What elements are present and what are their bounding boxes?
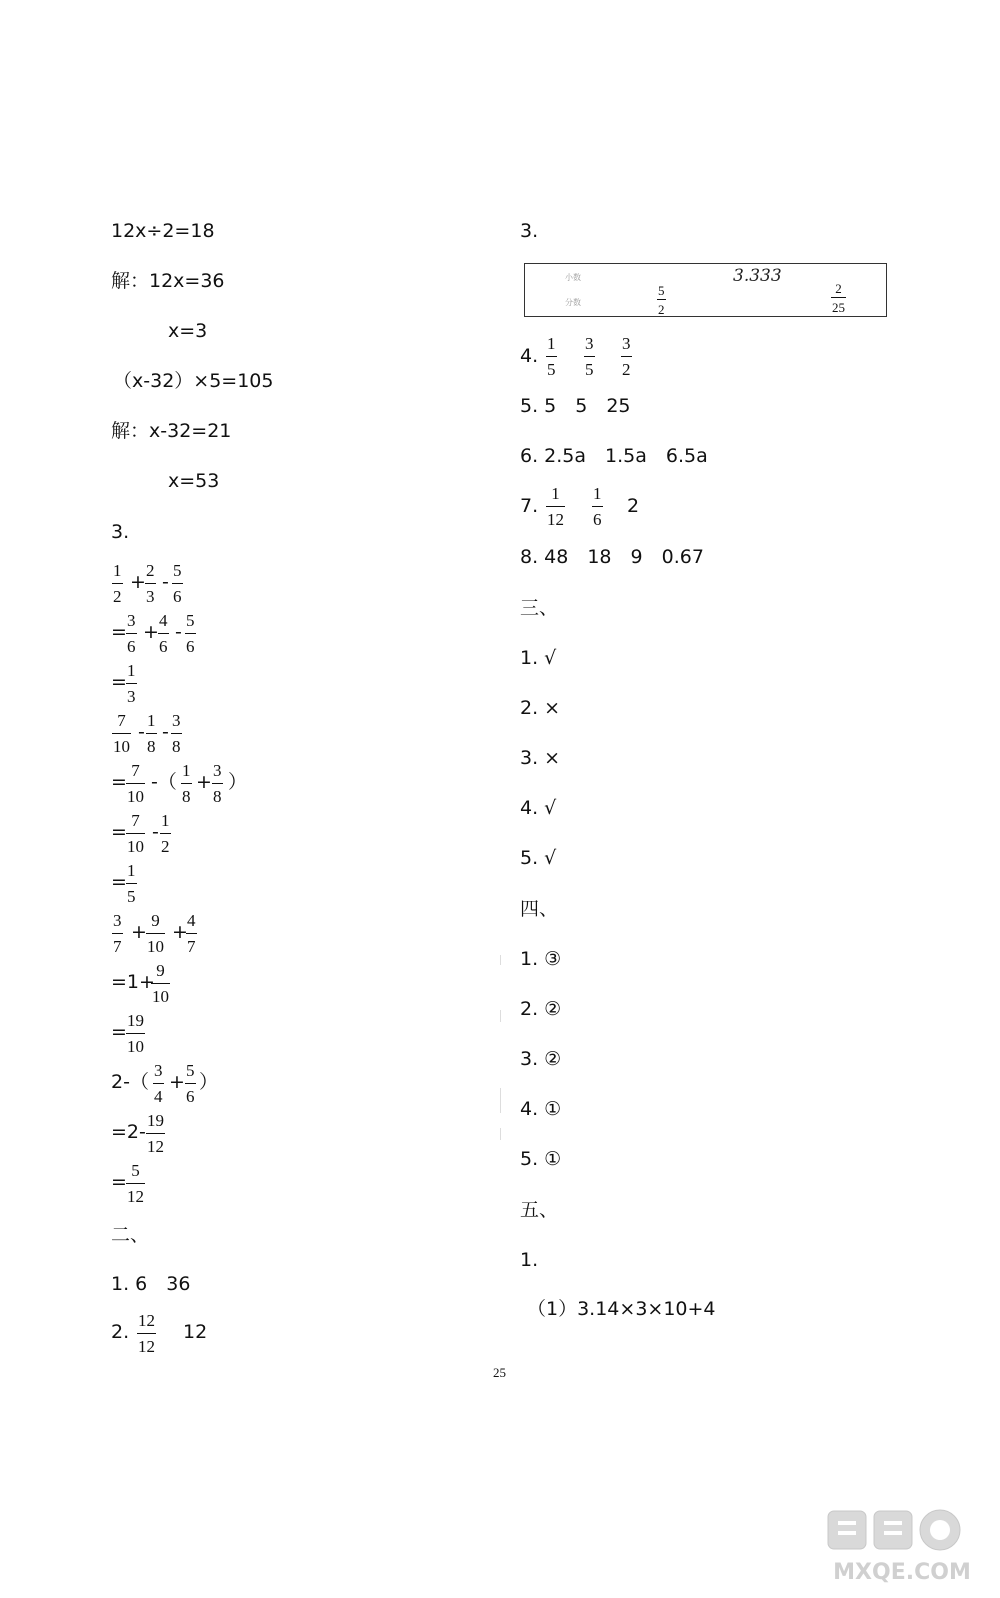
equals-sign: =	[111, 771, 127, 793]
minus-sign: -	[138, 721, 145, 743]
fraction: 1 2	[161, 811, 170, 856]
answer-er-1: 1. 6 36	[111, 1273, 191, 1295]
watermark-logo	[820, 1505, 985, 1585]
equation-1-step-1: 解：12x=36	[111, 270, 225, 292]
svg-text:MXQE.COM: MXQE.COM	[833, 1560, 971, 1585]
san-answer: 3. ×	[520, 747, 561, 769]
fraction: 1 8	[182, 761, 191, 806]
si-answer: 1. ③	[520, 948, 562, 970]
fraction: 12 12	[138, 1311, 155, 1356]
equals-sign: =	[111, 621, 127, 643]
expression-prefix: 2-（	[111, 1071, 149, 1093]
fraction: 1 5	[547, 334, 556, 379]
fraction: 3 8	[172, 711, 181, 756]
wu-answer-1-1: （1）3.14×3×10+4	[527, 1298, 716, 1320]
fraction: 4 7	[187, 911, 196, 956]
fraction: 19 12	[147, 1111, 164, 1156]
fraction: 3 7	[113, 911, 122, 956]
minus-sign: -	[152, 821, 159, 843]
divider-mark	[500, 1088, 501, 1113]
section-er-heading: 二、	[111, 1224, 150, 1246]
minus-sign: -	[162, 571, 169, 593]
question-7-label: 7.	[520, 495, 539, 517]
handwritten-fraction: 5 2	[658, 283, 665, 317]
answer-er-2-value: 12	[183, 1321, 208, 1343]
close-paren: ）	[228, 771, 248, 793]
wu-question-1: 1.	[520, 1249, 539, 1271]
close-paren: ）	[199, 1071, 219, 1093]
equals-sign: =	[111, 1171, 127, 1193]
si-answer: 2. ②	[520, 998, 562, 1020]
answer-er-2-label: 2.	[111, 1321, 130, 1343]
fraction: 3 2	[622, 334, 631, 379]
handwritten-decimal: 3.333	[733, 266, 782, 286]
equals-sign: =	[111, 1021, 127, 1043]
section-3-label: 3.	[111, 521, 130, 543]
section-si-heading: 四、	[520, 898, 559, 920]
equals-one-plus: =1+	[111, 971, 155, 993]
question-7-value: 2	[627, 495, 640, 517]
fraction: 1 2	[113, 561, 122, 606]
equals-sign: =	[111, 671, 127, 693]
equation-2-step-1: 解：x-32=21	[111, 420, 232, 442]
equals-two-minus: =2-	[111, 1121, 146, 1143]
fraction: 7 10	[127, 761, 144, 806]
fraction: 3 6	[127, 611, 136, 656]
minus-sign: -	[175, 621, 182, 643]
equation-1-step-2: x=3	[168, 320, 208, 342]
question-5-answer: 5. 5 5 25	[520, 395, 631, 417]
section-san-heading: 三、	[520, 597, 559, 619]
plus-sign: +	[169, 1071, 185, 1093]
plus-sign: +	[172, 921, 188, 943]
si-answer: 5. ①	[520, 1148, 562, 1170]
table-row-label: 分数	[565, 298, 581, 307]
plus-sign: +	[196, 771, 212, 793]
divider-mark	[500, 955, 501, 965]
fraction: 19 10	[127, 1011, 144, 1056]
fraction: 7 10	[127, 811, 144, 856]
fraction: 5 6	[186, 1061, 195, 1106]
divider-mark	[500, 1128, 501, 1140]
san-answer: 4. √	[520, 797, 557, 819]
table-row-label: 小数	[565, 273, 581, 282]
equals-sign: =	[111, 821, 127, 843]
section-wu-heading: 五、	[520, 1199, 559, 1221]
fraction: 1 12	[547, 484, 564, 529]
page-number: 25	[493, 1365, 506, 1380]
question-3-label: 3.	[520, 220, 539, 242]
question-4-label: 4.	[520, 345, 539, 367]
divider-mark	[500, 1010, 501, 1022]
san-answer: 2. ×	[520, 697, 561, 719]
plus-sign: +	[131, 921, 147, 943]
fraction: 9 10	[147, 911, 164, 956]
si-answer: 3. ②	[520, 1048, 562, 1070]
fraction: 5 6	[186, 611, 195, 656]
fraction: 4 6	[159, 611, 168, 656]
san-answer: 5. √	[520, 847, 557, 869]
equation-2: （x-32）×5=105	[113, 370, 274, 392]
answer-table	[524, 263, 887, 317]
fraction: 5 6	[173, 561, 182, 606]
fraction: 1 5	[127, 861, 136, 906]
si-answer: 4. ①	[520, 1098, 562, 1120]
fraction: 1 6	[593, 484, 602, 529]
equals-sign: =	[111, 871, 127, 893]
plus-sign: +	[130, 571, 146, 593]
fraction: 7 10	[113, 711, 130, 756]
fraction: 2 3	[146, 561, 155, 606]
handwritten-fraction: 2 25	[832, 281, 845, 315]
san-answer: 1. √	[520, 647, 557, 669]
question-6-answer: 6. 2.5a 1.5a 6.5a	[520, 445, 708, 467]
equation-1: 12x÷2=18	[111, 220, 215, 242]
fraction: 1 8	[147, 711, 156, 756]
fraction: 1 3	[127, 661, 136, 706]
plus-sign: +	[143, 621, 159, 643]
minus-sign: -	[162, 721, 169, 743]
fraction: 3 4	[154, 1061, 163, 1106]
minus-paren: -（	[151, 771, 177, 793]
fraction: 5 12	[127, 1161, 144, 1206]
fraction: 3 8	[213, 761, 222, 806]
fraction: 3 5	[585, 334, 594, 379]
question-8-answer: 8. 48 18 9 0.67	[520, 546, 704, 568]
fraction: 9 10	[152, 961, 169, 1006]
equation-2-step-2: x=53	[168, 470, 220, 492]
